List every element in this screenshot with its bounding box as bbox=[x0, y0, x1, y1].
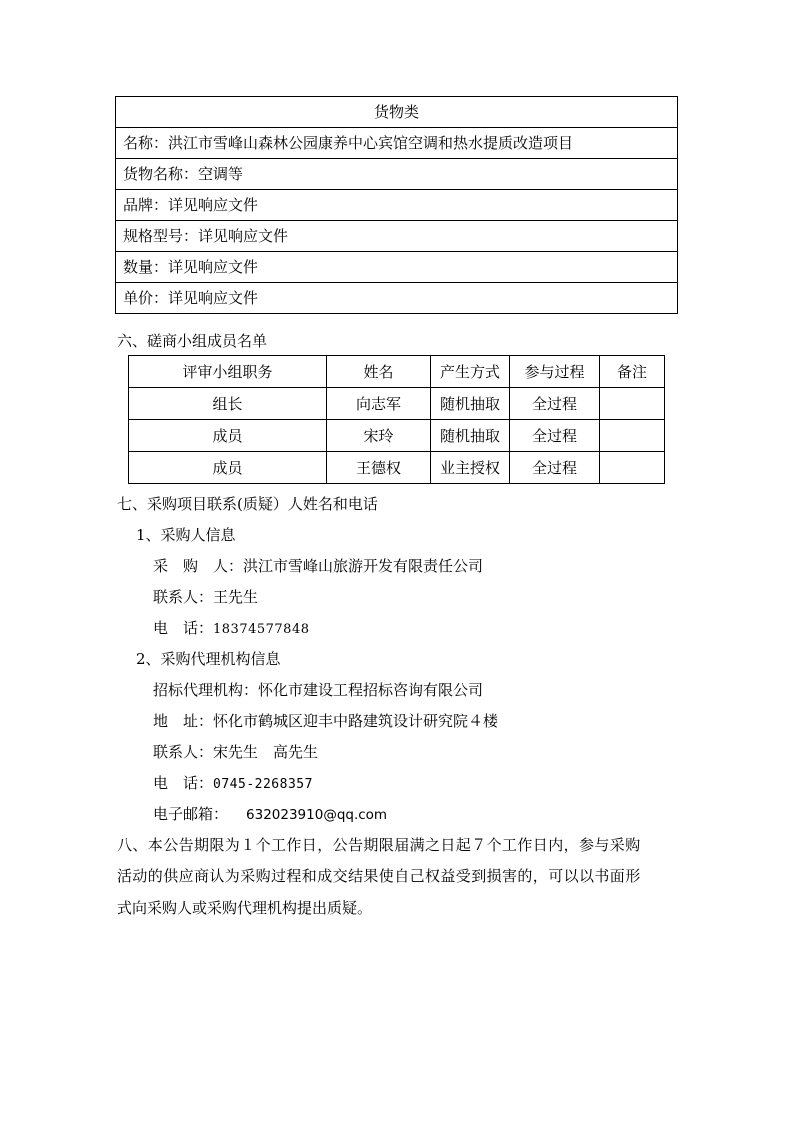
goods-table bbox=[115, 96, 678, 314]
cell-name: 宋玲 bbox=[327, 420, 431, 452]
col-remark: 备注 bbox=[600, 356, 665, 388]
purchaser-phone-label: 电 话： bbox=[153, 619, 214, 637]
goods-row bbox=[116, 128, 678, 159]
cell-method: 随机抽取 bbox=[431, 420, 510, 452]
agency-phone-value: 0745-2268357 bbox=[213, 777, 313, 792]
section8-line-2: 活动的供应商认为采购过程和成交结果使自己权益受到损害的，可以以书面形 bbox=[117, 867, 641, 885]
agency-contact bbox=[153, 742, 318, 762]
goods-name: 名称：洪江市雪峰山森林公园康养中心宾馆空调和热水提质改造项目 bbox=[116, 128, 678, 159]
team-header-row bbox=[129, 356, 665, 388]
agency-phone bbox=[153, 773, 313, 795]
purchaser-phone-value: 18374577848 bbox=[213, 622, 310, 637]
goods-quantity: 数量：详见响应文件 bbox=[116, 252, 678, 283]
section8-line-1: 八、本公告期限为１个工作日，公告期限届满之日起７个工作日内，参与采购 bbox=[117, 836, 641, 854]
goods-item-name: 货物名称：空调等 bbox=[116, 159, 678, 190]
agency-contact-value: 宋先生 高先生 bbox=[213, 743, 319, 761]
cell-remark bbox=[600, 388, 665, 420]
agency-title: 2、采购代理机构信息 bbox=[136, 650, 281, 668]
purchaser-title: 1、采购人信息 bbox=[136, 526, 236, 544]
cell-process: 全过程 bbox=[510, 420, 600, 452]
team-table bbox=[128, 355, 665, 484]
purchaser-phone bbox=[153, 618, 310, 640]
section6-heading: 六、磋商小组成员名单 bbox=[117, 332, 268, 350]
cell-name: 王德权 bbox=[327, 452, 431, 484]
goods-model: 规格型号：详见响应文件 bbox=[116, 221, 678, 252]
goods-unit-price: 单价：详见响应文件 bbox=[116, 283, 678, 314]
purchaser-org-value: 洪江市雪峰山旅游开发有限责任公司 bbox=[243, 557, 484, 575]
agency-org bbox=[153, 680, 483, 700]
col-role: 评审小组职务 bbox=[129, 356, 327, 388]
cell-remark bbox=[600, 420, 665, 452]
cell-process: 全过程 bbox=[510, 452, 600, 484]
agency-phone-label: 电 话： bbox=[153, 774, 214, 792]
agency-email-label: 电子邮箱： bbox=[153, 805, 229, 823]
purchaser-contact bbox=[153, 587, 258, 607]
table-row bbox=[129, 452, 665, 484]
col-process: 参与过程 bbox=[510, 356, 600, 388]
agency-org-value: 怀化市建设工程招标咨询有限公司 bbox=[258, 681, 484, 699]
agency-org-label: 招标代理机构： bbox=[153, 681, 259, 699]
purchaser-org bbox=[153, 556, 483, 576]
cell-name: 向志军 bbox=[327, 388, 431, 420]
cell-role: 成员 bbox=[129, 420, 327, 452]
cell-role: 成员 bbox=[129, 452, 327, 484]
goods-header: 货物类 bbox=[116, 97, 678, 128]
goods-header-row bbox=[116, 97, 678, 128]
agency-address bbox=[153, 711, 498, 731]
cell-process: 全过程 bbox=[510, 388, 600, 420]
goods-row bbox=[116, 283, 678, 314]
agency-address-value: 怀化市鹤城区迎丰中路建筑设计研究院４楼 bbox=[213, 712, 499, 730]
cell-method: 随机抽取 bbox=[431, 388, 510, 420]
col-method: 产生方式 bbox=[431, 356, 510, 388]
table-row bbox=[129, 420, 665, 452]
goods-row bbox=[116, 159, 678, 190]
section8-line-3: 式向采购人或采购代理机构提出质疑。 bbox=[117, 899, 373, 917]
purchaser-contact-label: 联系人： bbox=[153, 588, 214, 606]
goods-row bbox=[116, 190, 678, 221]
cell-method: 业主授权 bbox=[431, 452, 510, 484]
table-row bbox=[129, 388, 665, 420]
goods-brand: 品牌：详见响应文件 bbox=[116, 190, 678, 221]
purchaser-org-label: 采 购 人： bbox=[153, 557, 244, 575]
col-name: 姓名 bbox=[327, 356, 431, 388]
goods-row bbox=[116, 221, 678, 252]
section7-heading: 七、采购项目联系(质疑）人姓名和电话 bbox=[117, 495, 378, 513]
agency-address-label: 地 址： bbox=[153, 712, 214, 730]
cell-role: 组长 bbox=[129, 388, 327, 420]
agency-email bbox=[153, 804, 387, 825]
cell-remark bbox=[600, 452, 665, 484]
agency-email-value: 632023910@qq.com bbox=[246, 807, 388, 823]
goods-row bbox=[116, 252, 678, 283]
purchaser-contact-value: 王先生 bbox=[213, 588, 259, 606]
agency-contact-label: 联系人： bbox=[153, 743, 214, 761]
